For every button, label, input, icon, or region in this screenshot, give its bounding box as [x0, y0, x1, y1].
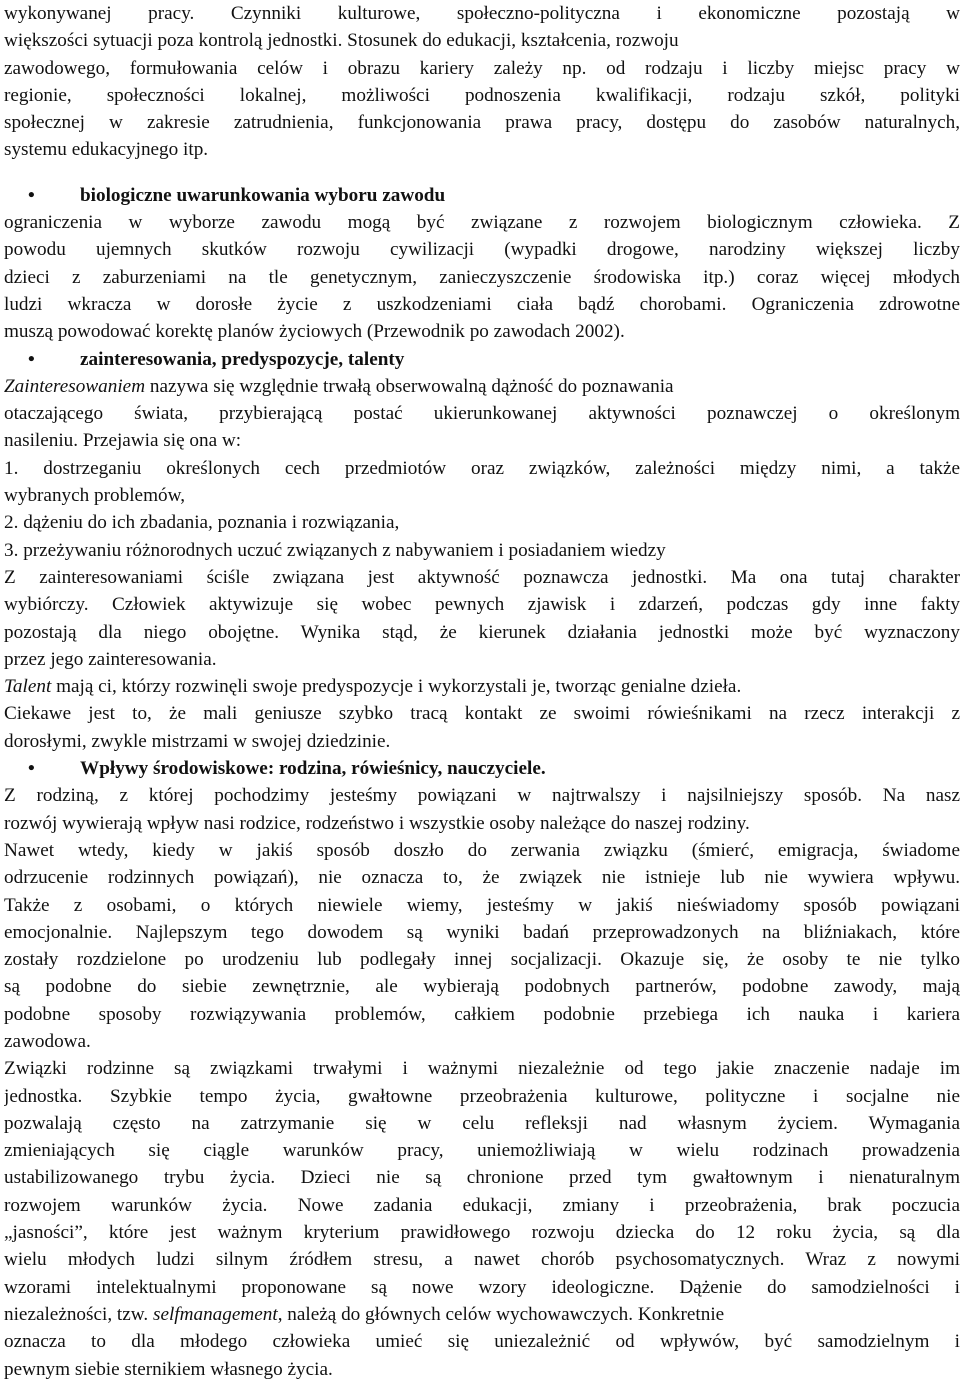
heading-environment: Wpływy środowiskowe: rodzina, rówieśnicy, nauczyciele.	[80, 758, 546, 780]
text-line	[4, 318, 960, 345]
text-line	[4, 1219, 960, 1246]
text-span: mają ci, którzy rozwinęli swoje predyspozycje i wykorzystali je, tworząc genialne dzieła.	[51, 676, 742, 698]
paragraph-intro	[4, 0, 960, 164]
text-span: są podobne do siebie zewnętrznie, ale wybierają podobnych partnerów, podobne zawody, mają	[4, 976, 960, 998]
bullet-icon: •	[28, 348, 35, 370]
text-span: niezależności, tzw.	[4, 1303, 153, 1325]
text-line	[4, 728, 960, 755]
text-span: jednostka. Szybkie tempo życia, gwałtowne przeobrażenia kulturowe, polityczne i socjalne nie	[4, 1085, 960, 1107]
text-span: pozostają dla niego obojętne. Wynika stąd, że kierunek działania jednostki może być wyznaczony	[4, 621, 960, 643]
paragraph-talent	[4, 673, 960, 755]
text-span: pozwalają często na zatrzymanie się w celu refleksji nad własnym życiem. Wymagania	[4, 1112, 960, 1134]
text-span: nasileniu. Przejawia się ona w:	[4, 430, 242, 452]
text-line	[4, 1356, 960, 1383]
text-line	[4, 427, 960, 454]
text-line	[4, 1137, 960, 1164]
text-line	[4, 700, 960, 727]
text-line	[4, 1001, 960, 1028]
text-line	[4, 27, 960, 54]
text-span: Ciekawe jest to, że mali geniusze szybko tracą kontakt ze swoimi rówieśnikami na rzecz interakcji z	[4, 703, 960, 725]
text-line	[4, 810, 960, 837]
text-line	[4, 1055, 960, 1082]
text-line	[4, 1246, 960, 1273]
paragraph-interests	[4, 373, 960, 673]
text-line	[4, 509, 960, 536]
text-span: ustabilizowanego trybu życia. Dzieci nie są chronione przed tym gwałtownym i nienaturalnym	[4, 1167, 960, 1189]
text-line	[4, 673, 960, 700]
text-line	[4, 109, 960, 136]
italic-term: Talent	[4, 676, 52, 698]
bullet-icon: •	[28, 758, 35, 780]
text-span: 2. dążeniu do ich zbadania, poznania i rozwiązania,	[4, 512, 400, 534]
text-line	[4, 646, 960, 673]
italic-term: Zainteresowaniem	[4, 375, 146, 397]
heading-interests: zainteresowania, predyspozycje, talenty	[80, 348, 405, 370]
text-line	[4, 782, 960, 809]
text-span: oznacza to dla młodego człowieka umieć się uniezależnić od wpływów, być samodzielnym i	[4, 1331, 960, 1353]
text-line	[4, 564, 960, 591]
bullet-interests	[4, 346, 960, 373]
text-span: , należą do głównych celów wychowawczych. Konkretnie	[277, 1303, 725, 1325]
text-line	[4, 1028, 960, 1055]
text-line	[4, 591, 960, 618]
text-span: przez jego zainteresowania.	[4, 648, 217, 670]
text-span: emocjonalnie. Najlepszym tego dowodem są wyniki badań przeprowadzonych na bliźniakach, które	[4, 921, 960, 943]
text-span: nazywa się względnie trwałą obserwowalną dążność do poznawania	[145, 375, 674, 397]
text-line	[4, 946, 960, 973]
text-span: muszą powodować korektę planów życiowych (Przewodnik po zawodach 2002).	[4, 321, 625, 343]
text-span: 3. przeżywaniu różnorodnych uczuć związanych z nabywaniem i posiadaniem wiedzy	[4, 539, 666, 561]
text-line	[4, 482, 960, 509]
text-line	[4, 55, 960, 82]
text-line	[4, 864, 960, 891]
text-span: „jasności”, które jest ważnym kryterium prawidłowego rozwoju dziecka do 12 roku życia, są dla	[4, 1222, 960, 1244]
text-line	[4, 837, 960, 864]
text-span: 1. dostrzeganiu określonych cech przedmiotów oraz związków, zależności między nimi, a także	[4, 457, 960, 479]
text-line	[4, 455, 960, 482]
text-span: dorosłymi, zwykle mistrzami w swojej dziedzinie.	[4, 730, 391, 752]
paragraph-closing	[4, 1328, 960, 1383]
text-span: odrzucenie rodzinnych powiązań), nie oznacza to, że związek nie istnieje lub nie wywiera wpływu.	[4, 867, 960, 889]
text-line	[4, 973, 960, 1000]
text-span: dzieci z zaburzeniami na tle genetycznym, zanieczyszczenie środowiska itp.) coraz więcej młodych	[4, 266, 960, 288]
text-line	[4, 1328, 960, 1355]
text-span: Związki rodzinne są związkami trwałymi i ważnymi niezależnie od tego jakie znaczenie nadaje im	[4, 1058, 960, 1080]
heading-biological: biologiczne uwarunkowania wyboru zawodu	[80, 184, 446, 206]
text-line-selfmanagement	[4, 1301, 960, 1328]
text-span: regionie, społeczności lokalnej, możliwości podnoszenia kwalifikacji, rodzaju szkół, polityki	[4, 84, 960, 106]
text-span: pewnym siebie sternikiem własnego życia.	[4, 1358, 333, 1380]
text-span: powodu ujemnych skutków rozwoju cywilizacji (wypadki drogowe, narodziny większej liczby	[4, 239, 960, 261]
text-line	[4, 892, 960, 919]
text-span: wybranych problemów,	[4, 485, 185, 507]
text-line	[4, 1164, 960, 1191]
text-span: społecznej w zakresie zatrudnienia, funkcjonowania prawa pracy, dostępu do zasobów naturalnych,	[4, 112, 960, 134]
bullet-icon: •	[28, 184, 35, 206]
text-line	[4, 619, 960, 646]
text-span: Z zainteresowaniami ściśle związana jest aktywność poznawcza jednostki. Ma ona tutaj charakter	[4, 566, 960, 588]
paragraph-family	[4, 782, 960, 1301]
text-span: Nawet wtedy, kiedy w jakiś sposób doszło do zerwania związku (śmierć, emigracja, świadome	[4, 839, 960, 861]
text-span: Także z osobami, o których niewiele wiemy, jesteśmy w jakiś nieświadomy sposób powiązani	[4, 894, 960, 916]
text-span: zostały rozdzielone po urodzeniu lub podlegały innej socjalizacji. Okazuje się, że osoby te nie tylko	[4, 949, 960, 971]
text-span: rozwojem warunków życia. Nowe zadania edukacji, zmiany i przeobrażenia, brak poczucia	[4, 1194, 960, 1216]
text-span: zawodowego, formułowania celów i obrazu kariery zależy np. od rodzaju i liczby miejsc pracy w	[4, 57, 960, 79]
text-line	[4, 373, 960, 400]
text-span: zawodowa.	[4, 1030, 91, 1052]
text-line	[4, 291, 960, 318]
text-span: wielu młodych ludzi silnym źródłem stresu, a nawet chorób psychosomatycznych. Wraz z nowymi	[4, 1249, 960, 1271]
text-span: otaczającego świata, przybierającą postać ukierunkowanej aktywności poznawczej o określonym	[4, 403, 960, 425]
term-selfmanagement: selfmanagement	[152, 1303, 278, 1325]
text-line	[4, 0, 960, 27]
paragraph-biological	[4, 209, 960, 345]
spacer	[4, 164, 960, 182]
text-line	[4, 82, 960, 109]
text-span: zmieniających się ciągle warunków pracy, uniemożliwiają w wielu rodzinach prowadzenia	[4, 1140, 960, 1162]
text-span: podobne sposoby rozwiązywania problemów, całkiem podobnie przebiega ich nauka i kariera	[4, 1003, 960, 1025]
text-line	[4, 236, 960, 263]
text-span: wybiórczy. Człowiek aktywizuje się wobec pewnych zjawisk i zdarzeń, podczas gdy inne fakty	[4, 594, 960, 616]
text-line	[4, 537, 960, 564]
text-span: większości sytuacji poza kontrolą jednostki. Stosunek do edukacji, kształcenia, rozwoju	[4, 30, 679, 52]
text-line	[4, 136, 960, 163]
text-span: Z rodziną, z której pochodzimy jesteśmy powiązani w najtrwalszy i najsilniejszy sposób. Na nasz	[4, 785, 960, 807]
text-line	[4, 1274, 960, 1301]
text-line	[4, 1192, 960, 1219]
text-line	[4, 1083, 960, 1110]
text-span: wykonywanej pracy. Czynniki kulturowe, społeczno-polityczna i ekonomiczne pozostają w	[4, 3, 960, 24]
text-span: rozwój wywierają wpływ nasi rodzice, rodzeństwo i wszystkie osoby należące do naszej rodziny.	[4, 812, 750, 834]
text-line	[4, 209, 960, 236]
text-line	[4, 919, 960, 946]
text-span: ograniczenia w wyborze zawodu mogą być związane z rozwojem biologicznym człowieka. Z	[4, 212, 960, 234]
bullet-biological	[4, 182, 960, 209]
text-line	[4, 264, 960, 291]
text-span: ludzi wkracza w dorosłe życie z uszkodzeniami ciała bądź chorobami. Ograniczenia zdrowotne	[4, 293, 960, 315]
text-line	[4, 1110, 960, 1137]
text-span: systemu edukacyjnego itp.	[4, 139, 209, 161]
text-span: wzorami intelektualnymi proponowane są nowe wzory ideologiczne. Dążenie do samodzielności i	[4, 1276, 960, 1298]
bullet-environment	[4, 755, 960, 782]
text-line	[4, 400, 960, 427]
